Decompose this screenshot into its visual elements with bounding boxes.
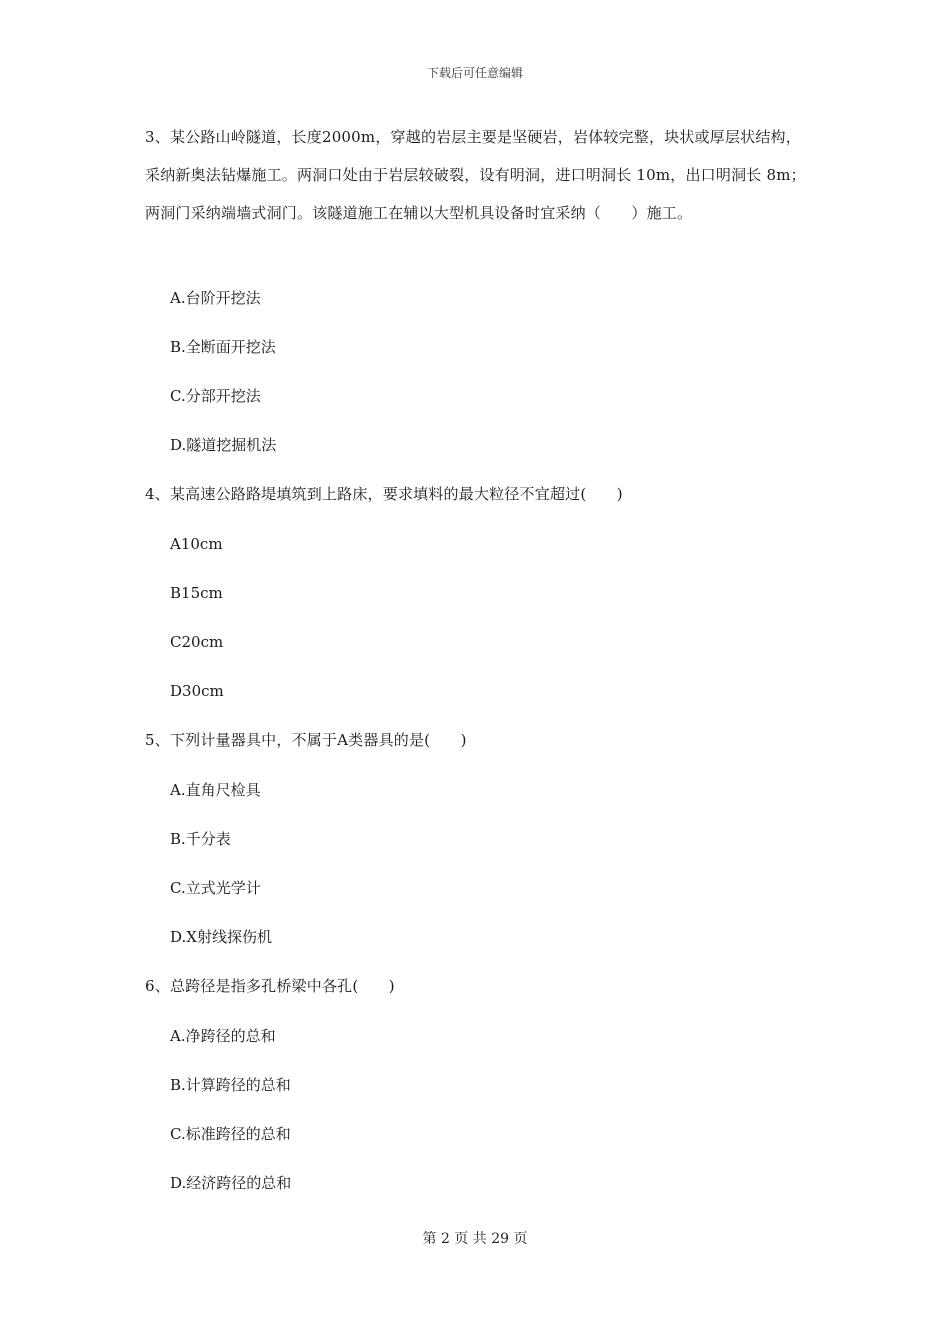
question-4-option-d: D30cm (170, 682, 224, 700)
question-3-option-d: D.隧道挖掘机法 (170, 436, 277, 454)
question-5-option-c: C.立式光学计 (170, 879, 261, 897)
question-6-option-d: D.经济跨径的总和 (170, 1174, 292, 1192)
question-6-stem: 6、总跨径是指多孔桥梁中各孔( ) (145, 977, 395, 995)
question-3-option-c: C.分部开挖法 (170, 387, 261, 405)
question-3-option-b: B.全断面开挖法 (170, 338, 276, 356)
question-4-option-c: C20cm (170, 633, 224, 651)
question-6-option-a: A.净跨径的总和 (170, 1027, 276, 1045)
page-footer: 第 2 页 共 29 页 (422, 1231, 528, 1247)
question-3-option-a: A.台阶开挖法 (170, 289, 261, 307)
question-6-option-b: B.计算跨径的总和 (170, 1076, 291, 1094)
question-3-stem: 3、某公路山岭隧道，长度2000m，穿越的岩层主要是坚硬岩，岩体较完整，块状或厚层状结构，采纳新奥法钻爆施工。两洞口处由于岩层较破裂，设有明洞，进口明洞长 10m，出口明洞长 8m；两洞门采纳端墙式洞门。该隧道施工在辅以大型机具设备时宜采纳（ ）施工。 (145, 128, 806, 222)
question-4-stem: 4、某高速公路路堤填筑到上路床，要求填料的最大粒径不宜超过( ) (145, 485, 623, 503)
question-5-stem: 5、下列计量器具中，不属于A类器具的是( ) (145, 731, 467, 749)
question-5-option-b: B.千分表 (170, 830, 231, 848)
question-6-option-c: C.标准跨径的总和 (170, 1125, 291, 1143)
question-5-option-d: D.X射线探伤机 (170, 928, 272, 946)
question-5-option-a: A.直角尺检具 (170, 781, 261, 799)
page-header: 下载后可任意编辑 (426, 66, 523, 80)
question-4-option-b: B15cm (170, 584, 223, 602)
question-4-option-a: A10cm (170, 535, 223, 553)
